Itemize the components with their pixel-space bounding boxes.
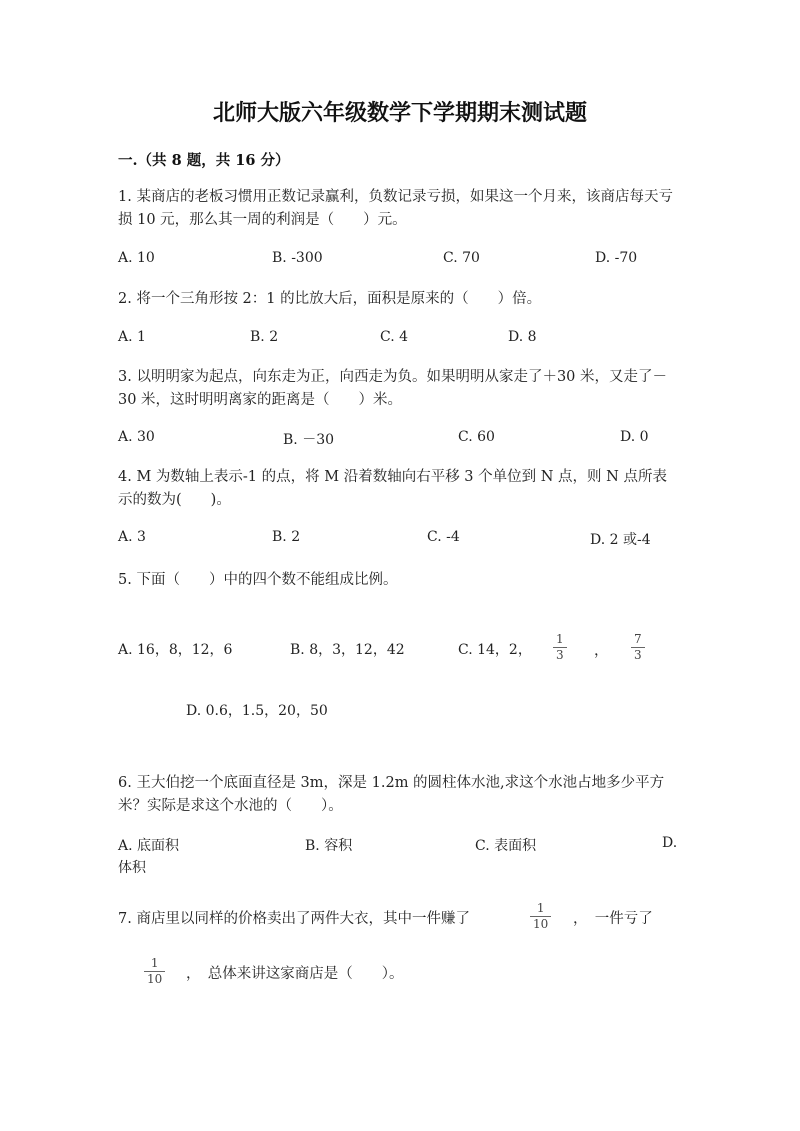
q5-fraction-seven-thirds (631, 633, 645, 662)
q3-option-b[interactable]: B. －30 (283, 432, 335, 448)
question-7-text-a: 7. 商店里以同样的价格卖出了两件大衣，其中一件赚了 (118, 911, 470, 927)
question-7-text-b: ， 一件亏了 (573, 911, 653, 927)
q2-option-b[interactable]: B. 2 (250, 329, 279, 345)
q1-option-c[interactable]: C. 70 (443, 250, 480, 266)
q4-option-b[interactable]: B. 2 (272, 529, 301, 545)
q6-option-b[interactable]: B. 容积 (305, 838, 353, 854)
q5-option-d[interactable]: D. 0.6，1.5，20，50 (186, 703, 328, 719)
fraction-denominator: 10 (533, 917, 549, 931)
q5-fraction-one-third (553, 633, 567, 662)
page-title: 北师大版六年级数学下学期期末测试题 (212, 100, 587, 126)
q5-option-b[interactable]: B. 8，3，12，42 (290, 642, 405, 658)
fraction-denominator: 3 (634, 648, 642, 662)
q4-option-d[interactable]: D. 2 或-4 (590, 532, 651, 548)
question-6-text: 6. 王大伯挖一个底面直径是 3m，深是 1.2m 的圆柱体水池,求这个水池占地多少平方米？实际是求这个水池的（ ）。 (118, 775, 665, 814)
q3-option-d[interactable]: D. 0 (620, 429, 649, 445)
question-2-text: 2. 将一个三角形按 2：1 的比放大后，面积是原来的（ ）倍。 (118, 291, 542, 307)
q7-fraction-one-tenth-b (144, 957, 165, 986)
q3-option-a[interactable]: A. 30 (118, 429, 155, 445)
q1-option-b[interactable]: B. -300 (272, 250, 323, 266)
q4-option-a[interactable]: A. 3 (118, 529, 146, 545)
q6-option-d-wrap: 体积 (118, 860, 146, 876)
fraction-numerator: 1 (150, 956, 159, 970)
question-4-text: 4. M 为数轴上表示-1 的点，将 M 沿着数轴向右平移 3 个单位到 N 点，则 N 点所表示的数为( )。 (118, 469, 667, 508)
fraction-numerator: 7 (634, 632, 642, 646)
q1-option-d[interactable]: D. -70 (595, 250, 638, 266)
q5-comma: ， (594, 643, 609, 659)
q4-option-c[interactable]: C. -4 (427, 529, 460, 545)
question-1-text: 1. 某商店的老板习惯用正数记录赢利，负数记录亏损，如果这一个月来，该商店每天亏损 10 元，那么其一周的利润是（ ）元。 (118, 189, 673, 228)
question-3-text: 3. 以明明家为起点，向东走为正，向西走为负。如果明明从家走了＋30 米，又走了－30 米，这时明明离家的距离是（ ）米。 (118, 369, 668, 408)
q5-option-a[interactable]: A. 16，8，12，6 (118, 642, 233, 658)
q6-option-a[interactable]: A. 底面积 (118, 838, 180, 854)
q5-option-c[interactable]: C. 14，2， (458, 642, 532, 658)
question-7-text-c: ， 总体来讲这家商店是（ ）。 (186, 966, 404, 982)
fraction-denominator: 3 (556, 648, 564, 662)
q6-option-c[interactable]: C. 表面积 (475, 838, 537, 854)
q2-option-a[interactable]: A. 1 (118, 329, 146, 345)
q2-option-c[interactable]: C. 4 (380, 329, 409, 345)
q2-option-d[interactable]: D. 8 (508, 329, 537, 345)
q6-option-d[interactable]: D. (662, 835, 678, 851)
q1-option-a[interactable]: A. 10 (118, 250, 155, 266)
fraction-numerator: 1 (556, 632, 564, 646)
fraction-numerator: 1 (536, 901, 545, 915)
q3-option-c[interactable]: C. 60 (458, 429, 495, 445)
q7-fraction-one-tenth-a (530, 902, 551, 931)
section-heading: 一.（共 8 题，共 16 分） (118, 152, 290, 169)
question-5-text: 5. 下面（ ）中的四个数不能组成比例。 (118, 572, 398, 588)
fraction-denominator: 10 (147, 972, 163, 986)
